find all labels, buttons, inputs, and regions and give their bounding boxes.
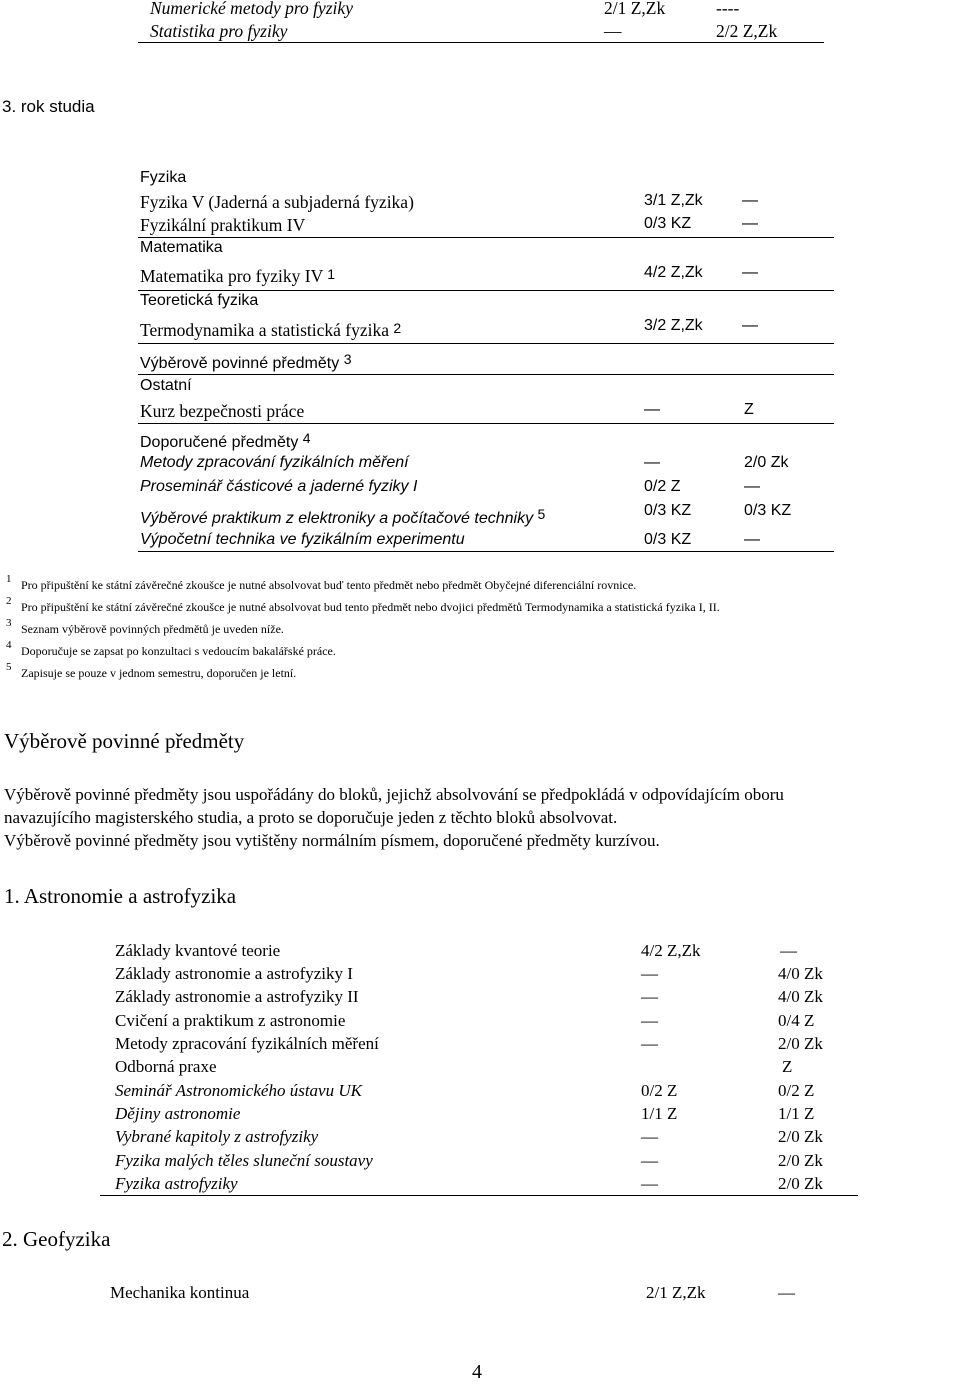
top-row-2-c2: 2/2 Z,Zk	[716, 21, 778, 41]
b1-row-2-c1: —	[641, 964, 658, 983]
row-matematika-iv-label: Matematika pro fyziky IV	[140, 266, 323, 286]
b1-row-5-c1: —	[641, 1034, 658, 1053]
row-metody-c1: —	[644, 454, 660, 471]
row-matematika: Matematika	[140, 239, 223, 256]
b1-row-8: Dějiny astronomie	[115, 1104, 241, 1123]
top-row-1-c2: ----	[716, 0, 740, 18]
b1-row-8-c2: 1/1 Z	[778, 1104, 815, 1123]
top-row-1-c1: 2/1 Z,Zk	[604, 0, 666, 18]
page-number: 4	[472, 1361, 482, 1383]
divider	[138, 374, 834, 375]
divider	[138, 290, 834, 291]
b1-row-5: Metody zpracování fyzikálních měření	[115, 1034, 379, 1053]
b1-row-9-c1: —	[641, 1127, 658, 1146]
b1-row-3-c2: 4/0 Zk	[778, 987, 823, 1006]
b1-row-2-c2: 4/0 Zk	[778, 964, 823, 983]
b2-row-1-c1: 2/1 Z,Zk	[646, 1283, 706, 1302]
row-proseminar-c1: 0/2 Z	[644, 478, 681, 495]
row-vyberove-praktikum-c2: 0/3 KZ	[744, 502, 792, 519]
divider	[138, 237, 834, 238]
b1-row-11-c1: —	[641, 1174, 658, 1193]
b1-row-3: Základy astronomie a astrofyziky II	[115, 987, 359, 1006]
divider	[138, 551, 834, 552]
footnote-ref-2: 2	[393, 320, 402, 336]
top-row-2-name: Statistika pro fyziky	[150, 21, 288, 41]
b1-row-11: Fyzika astrofyziky	[115, 1174, 238, 1193]
b1-row-4: Cvičení a praktikum z astronomie	[115, 1011, 346, 1030]
section-title: Výběrově povinné předměty	[4, 729, 245, 753]
divider	[138, 42, 824, 43]
footnote-ref-5: 5	[537, 506, 546, 522]
b1-row-10-c1: —	[641, 1151, 658, 1170]
footnote-ref-4: 4	[302, 430, 311, 446]
row-kurz-c1: —	[644, 401, 660, 418]
b1-row-7-c2: 0/2 Z	[778, 1081, 815, 1100]
footnote-2-text: Pro připuštění ke státní závěrečné zkoušce je nutné absolvovat bud tento předmět nebo dvojici předmětů Termodynamika a statistická fyzika I, II.	[21, 600, 720, 614]
row-vyberove-praktikum-label: Výběrové praktikum z elektroniky a počítačové techniky	[140, 510, 534, 527]
row-doporucene-label: Doporučené předměty	[140, 434, 299, 451]
footnote-1-text: Pro připuštění ke státní závěrečné zkoušce je nutné absolvovat buď tento předmět nebo předmět Obyčejné diferenciální rovnice.	[21, 578, 637, 592]
paragraph-line-2: navazujícího magisterského studia, a proto se doporučuje jeden z těchto bloků absolvovat.	[4, 808, 618, 827]
b1-row-1-c2: —	[780, 941, 797, 960]
footnote-2-num: 2	[6, 595, 12, 607]
b1-row-5-c2: 2/0 Zk	[778, 1034, 823, 1053]
b1-row-8-c1: 1/1 Z	[641, 1104, 678, 1123]
row-fyzika-v-c1: 3/1 Z,Zk	[644, 192, 703, 209]
block2-title: 2. Geofyzika	[2, 1227, 111, 1251]
b1-row-10-c2: 2/0 Zk	[778, 1151, 823, 1170]
row-proseminar-c2: —	[744, 478, 760, 495]
footnote-ref-3: 3	[343, 351, 352, 367]
b1-row-11-c2: 2/0 Zk	[778, 1174, 823, 1193]
row-vypocetni-c1: 0/3 KZ	[644, 531, 692, 548]
divider	[100, 1195, 858, 1196]
row-vypocetni: Výpočetní technika ve fyzikálním experimentu	[140, 531, 465, 548]
row-doporucene	[140, 430, 311, 452]
row-fyzika-v-c2: —	[742, 192, 758, 209]
footnote-5-text: Zapisuje se pouze v jednom semestru, doporučen je letní.	[21, 666, 297, 680]
top-row-1-name: Numerické metody pro fyziky	[150, 0, 353, 18]
row-praktikum-iv-c1: 0/3 KZ	[644, 215, 692, 232]
b1-row-10: Fyzika malých těles sluneční soustavy	[115, 1151, 373, 1170]
b1-row-7: Seminář Astronomického ústavu UK	[115, 1081, 362, 1100]
row-metody: Metody zpracování fyzikálních měření	[140, 454, 409, 471]
b1-row-3-c1: —	[641, 987, 658, 1006]
divider	[138, 343, 834, 344]
row-fyzika-v: Fyzika V (Jaderná a subjaderná fyzika)	[140, 192, 414, 212]
row-proseminar: Proseminář částicové a jaderné fyziky I	[140, 478, 418, 495]
paragraph-line-3: Výběrově povinné předměty jsou vytištěny normálním písmem, doporučené předměty kurzívou.	[4, 831, 660, 850]
row-termodynamika-label: Termodynamika a statistická fyzika	[140, 320, 390, 340]
top-row-2-c1: —	[604, 21, 622, 41]
footnote-4-text: Doporučuje se zapsat po konzultaci s vedoucím bakalářské práce.	[21, 644, 336, 658]
b2-row-1-c2: —	[778, 1283, 795, 1302]
block1-title: 1. Astronomie a astrofyzika	[4, 884, 237, 908]
row-vyberove-label: Výběrově povinné předměty	[140, 355, 340, 372]
footnote-1-num: 1	[6, 573, 12, 585]
row-matematika-iv-c1: 4/2 Z,Zk	[644, 264, 703, 281]
b1-row-1: Základy kvantové teorie	[115, 941, 281, 960]
b2-row-1: Mechanika kontinua	[110, 1283, 250, 1302]
row-matematika-iv	[140, 266, 335, 287]
b1-row-9: Vybrané kapitoly z astrofyziky	[115, 1127, 319, 1146]
row-termodynamika	[140, 320, 401, 341]
b1-row-1-c1: 4/2 Z,Zk	[641, 941, 701, 960]
b1-row-6-c2: Z	[782, 1057, 793, 1076]
row-fyzika: Fyzika	[140, 169, 187, 186]
row-kurz-c2: Z	[744, 401, 754, 418]
b1-row-9-c2: 2/0 Zk	[778, 1127, 823, 1146]
row-praktikum-iv: Fyzikální praktikum IV	[140, 215, 306, 235]
b1-row-4-c2: 0/4 Z	[778, 1011, 815, 1030]
row-metody-c2: 2/0 Zk	[744, 454, 789, 471]
row-matematika-iv-c2: —	[742, 264, 758, 281]
footnote-3-text: Seznam výběrově povinných předmětů je uveden níže.	[21, 622, 284, 636]
row-vyberove	[140, 351, 351, 373]
row-vypocetni-c2: —	[744, 531, 760, 548]
row-vyberove-praktikum-c1: 0/3 KZ	[644, 502, 692, 519]
row-teoreticka: Teoretická fyzika	[140, 292, 259, 309]
row-termodynamika-c1: 3/2 Z,Zk	[644, 317, 703, 334]
b1-row-7-c1: 0/2 Z	[641, 1081, 678, 1100]
row-kurz: Kurz bezpečnosti práce	[140, 401, 305, 421]
footnote-4-num: 4	[6, 639, 12, 651]
divider	[138, 423, 834, 424]
b1-row-4-c1: —	[641, 1011, 658, 1030]
year3-heading: 3. rok studia	[2, 97, 95, 116]
b1-row-2: Základy astronomie a astrofyziky I	[115, 964, 353, 983]
footnote-5-num: 5	[6, 661, 12, 673]
row-ostatni: Ostatní	[140, 377, 192, 394]
footnote-3-num: 3	[6, 617, 12, 629]
paragraph-line-1: Výběrově povinné předměty jsou uspořádány do bloků, jejichž absolvování se předpokládá v odpovídajícím oboru	[4, 785, 784, 804]
b1-row-6: Odborná praxe	[115, 1057, 217, 1076]
row-praktikum-iv-c2: —	[742, 215, 758, 232]
row-termodynamika-c2: —	[742, 317, 758, 334]
row-vyberove-praktikum	[140, 506, 545, 528]
footnote-ref-1: 1	[327, 266, 336, 282]
